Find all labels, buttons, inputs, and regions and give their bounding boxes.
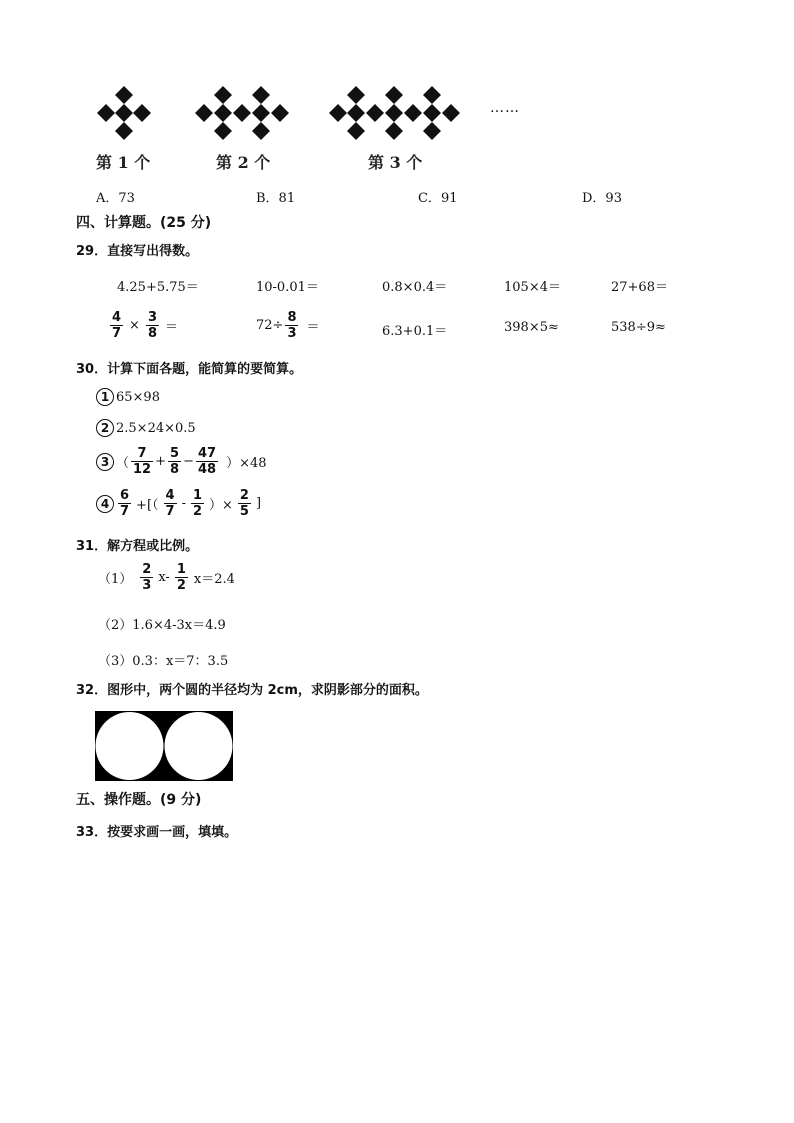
- pattern-label-3: 第 3 个: [368, 153, 423, 172]
- q29-prompt: 29．直接写出得数。: [76, 244, 199, 259]
- fraction: $\frac{3}{8}$: [147, 310, 157, 341]
- q29-item-9: 398×5≈: [504, 320, 559, 335]
- q30-item-1: 1 65×98: [96, 388, 160, 406]
- q30-item-3: 3 （ $\frac{7}{12}$ + $\frac{5}{8}$ − $\frac{47}{48}$ ）×48: [96, 446, 267, 477]
- fraction: $\frac{1}{2}$: [176, 562, 186, 593]
- q29-item-4: 105×4＝: [504, 280, 561, 295]
- section-4-title: 四、计算题。(25 分): [76, 215, 212, 231]
- left-circle: [96, 712, 164, 780]
- pattern-figure-1: [97, 86, 151, 140]
- q29-item-5: 27+68＝: [611, 280, 668, 295]
- q32-prompt: 32．图形中，两个圆的半径均为 2cm，求阴影部分的面积。: [76, 683, 428, 698]
- fraction: $\frac{1}{2}$: [192, 488, 203, 519]
- fraction: $\frac{6}{7}$: [120, 488, 130, 519]
- section-5-title: 五、操作题。(9 分): [76, 792, 202, 808]
- shaded-circles-figure: [95, 711, 233, 781]
- q29-item-7: 72÷ $\frac{8}{3}$ ＝: [256, 310, 320, 341]
- q29-item-6: $\frac{4}{7}$ × $\frac{3}{8}$ ＝: [112, 310, 179, 341]
- pattern-label-2: 第 2 个: [216, 153, 271, 172]
- q31-item-1: （1） $\frac{2}{3}$ x- $\frac{1}{2}$ x＝2.4: [98, 562, 235, 593]
- fraction: $\frac{7}{12}$: [133, 446, 152, 477]
- option-c: C．91: [418, 191, 458, 206]
- q31-item-3: （3）0.3：x＝7：3.5: [98, 654, 229, 669]
- q29-item-3: 0.8×0.4＝: [382, 280, 448, 295]
- fraction: $\frac{5}{8}$: [170, 446, 180, 477]
- fraction: $\frac{47}{48}$: [197, 446, 217, 477]
- pattern-figure-3: [329, 86, 460, 140]
- q30-item-4: 4 $\frac{6}{7}$ +[（ $\frac{4}{7}$ - $\frac{1}{2}$ ）× $\frac{2}{5}$ ]: [96, 488, 261, 519]
- q29-item-2: 10-0.01＝: [256, 280, 319, 295]
- option-a: A．73: [96, 191, 135, 206]
- fraction: $\frac{8}{3}$: [287, 310, 297, 341]
- right-circle: [165, 712, 233, 780]
- q33-prompt: 33．按要求画一画，填填。: [76, 825, 238, 840]
- q29-item-1: 4.25+5.75＝: [117, 280, 199, 295]
- pattern-ellipsis: ……: [490, 100, 520, 116]
- q29-item-8: 6.3+0.1＝: [382, 324, 448, 339]
- q31-prompt: 31．解方程或比例。: [76, 539, 199, 554]
- diamond-pattern-figure: [90, 82, 530, 182]
- q30-item-2: 2 2.5×24×0.5: [96, 419, 196, 437]
- fraction: $\frac{4}{7}$: [112, 310, 122, 341]
- fraction: $\frac{4}{7}$: [165, 488, 175, 519]
- q29-item-10: 538÷9≈: [611, 320, 666, 335]
- option-b: B．81: [256, 191, 296, 206]
- option-d: D．93: [582, 191, 622, 206]
- pattern-label-1: 第 1 个: [96, 153, 151, 172]
- fraction: $\frac{2}{3}$: [142, 562, 152, 593]
- q30-prompt: 30．计算下面各题，能简算的要简算。: [76, 362, 303, 377]
- q31-item-2: （2）1.6×4-3x＝4.9: [98, 618, 226, 633]
- pattern-figure-2: [195, 86, 289, 140]
- fraction: $\frac{2}{5}$: [239, 488, 249, 519]
